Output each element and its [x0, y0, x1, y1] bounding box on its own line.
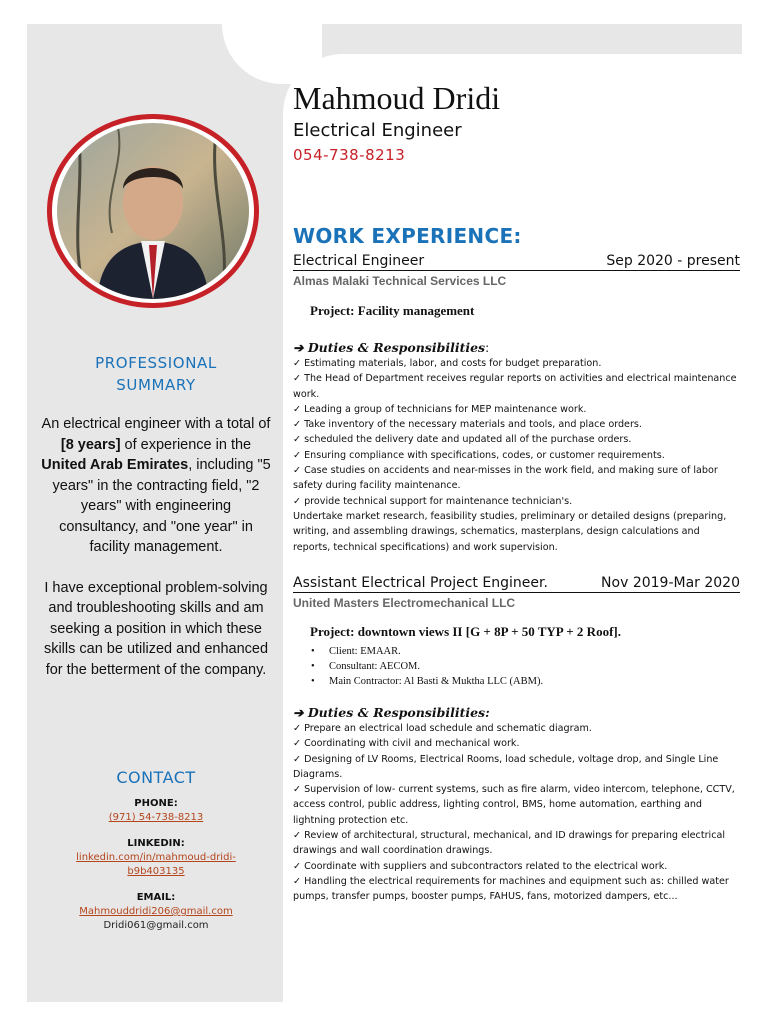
summary-country: United Arab Emirates — [41, 457, 189, 473]
duties-list — [293, 721, 740, 905]
contact-heading: CONTACT — [116, 768, 196, 787]
job-header — [293, 575, 740, 593]
job-entry-2 — [293, 575, 740, 905]
summary-p1-e: , including "5 years" in the contracting field, "2 years" with engineering consultancy, and "one year" in facility management. — [52, 457, 271, 555]
profile-photo — [47, 114, 259, 308]
duty-item: ✓ Estimating materials, labor, and costs for budget preparation. — [293, 358, 602, 369]
job-header — [293, 253, 740, 271]
duty-item: ✓ Case studies on accidents and near-misses in the work field, and making sure of labor safety during facility maintenance. — [293, 465, 718, 492]
duties-colon: : — [485, 341, 490, 355]
duty-item: ✓ Review of architectural, structural, mechanical, and ID drawings for preparing electrical drawings and wall coordination drawings. — [293, 830, 726, 857]
duty-item: ✓ Designing of LV Rooms, Electrical Rooms, load schedule, voltage drop, and Single Line Diagrams. — [293, 753, 719, 780]
candidate-phone: 054-738-8213 — [293, 146, 406, 164]
job-dates: Sep 2020 - present — [606, 253, 740, 269]
duty-item: ✓ provide technical support for maintenance technician's. — [293, 495, 573, 507]
project-name: Project: Facility management — [310, 303, 475, 318]
duty-item: ✓ Supervision of low- current systems, such as fire alarm, video intercom, telephone, CCTV, access control, public address, lighting control, BMS, home automation, earthing and lightning protection etc. — [293, 784, 735, 826]
company-name: United Masters Electromechanical LLC — [293, 596, 516, 610]
summary-paragraph-1 — [40, 414, 272, 558]
duties-heading — [293, 337, 740, 356]
duty-item: Undertake market research, feasibility studies, preliminary or detailed designs (preparing, writing, and assembling drawings, schematics, masterplans, design calculations and reports, technical specifications) and work supervision. — [293, 510, 727, 553]
duties-heading — [293, 702, 740, 721]
job-dates: Nov 2019-Mar 2020 — [601, 575, 740, 591]
candidate-role: Electrical Engineer — [293, 120, 462, 141]
duty-item: ✓ Leading a group of technicians for MEP maintenance work. — [293, 403, 587, 415]
duty-item: ✓ The Head of Department receives regular reports on activities and electrical maintenance work. — [293, 373, 737, 400]
phone-label: PHONE: — [134, 798, 178, 809]
summary-paragraph-2: I have exceptional problem-solving and troubleshooting skills and am seeking a position in which these skills can be utilized and enhanced for the betterment of the company. — [43, 579, 269, 678]
contact-block — [40, 797, 272, 933]
summary-p1-a: An electrical engineer with a total of — [41, 416, 271, 432]
job-entry-1 — [293, 253, 740, 555]
duties-label: ➔ Duties & Responsibilities — [293, 340, 486, 355]
duty-item: ✓ Ensuring compliance with specifications, codes, or customer requirements. — [293, 449, 665, 461]
duty-item: ✓ Handling the electrical requirements for machines and equipment such as: chilled water pumps, transfer pumps, booster pumps, FAHUS, fans, motorized dampers, etc... — [293, 875, 729, 903]
list-item: • Main Contractor: Al Basti & Muktha LLC (ABM). — [311, 674, 740, 689]
duty-item: ✓ scheduled the delivery date and updated all of the purchase orders. — [293, 434, 632, 446]
duty-item: ✓ Coordinate with suppliers and subcontractors related to the electrical work. — [293, 860, 668, 872]
duty-item: ✓ Take inventory of the necessary materials and tools, and place orders. — [293, 419, 642, 431]
job-title: Assistant Electrical Project Engineer. — [293, 575, 548, 591]
summary-title-line2: SUMMARY — [116, 376, 196, 394]
linkedin-link-line1[interactable]: linkedin.com/in/mahmoud-dridi- — [76, 852, 236, 863]
summary-heading — [40, 352, 272, 396]
candidate-name: Mahmoud Dridi — [293, 80, 501, 116]
summary-p1-c: of experience in the — [120, 436, 252, 453]
email-link-1[interactable]: Mahmouddridi206@gmail.com — [79, 906, 233, 917]
duties-label: ➔ Duties & Responsibilities: — [293, 705, 490, 720]
phone-link[interactable]: (971) 54-738-8213 — [108, 812, 204, 823]
list-item: • Consultant: AECOM. — [311, 659, 740, 674]
duties-list — [293, 356, 740, 555]
email-label: EMAIL: — [136, 892, 176, 903]
linkedin-label: LINKEDIN: — [127, 838, 185, 849]
company-name: Almas Malaki Technical Services LLC — [293, 274, 507, 288]
duty-item: ✓ Prepare an electrical load schedule and schematic diagram. — [293, 723, 592, 734]
project-name: Project: downtown views II [G + 8P + 50 TYP + 2 Roof]. — [310, 624, 621, 639]
summary-text — [40, 414, 272, 700]
project-details-list — [311, 644, 740, 689]
linkedin-link-line2[interactable]: b9b403135 — [127, 866, 185, 877]
work-experience-heading: WORK EXPERIENCE: — [293, 224, 522, 248]
summary-years: [8 years] — [60, 436, 121, 453]
duty-item: ✓ Coordinating with civil and mechanical work. — [293, 738, 520, 750]
list-item: • Client: EMAAR. — [311, 644, 740, 659]
portrait-image — [57, 123, 249, 299]
email-text-2: Dridi061@gmail.com — [103, 920, 209, 931]
summary-title-line1: PROFESSIONAL — [95, 354, 217, 372]
job-title: Electrical Engineer — [293, 253, 425, 269]
